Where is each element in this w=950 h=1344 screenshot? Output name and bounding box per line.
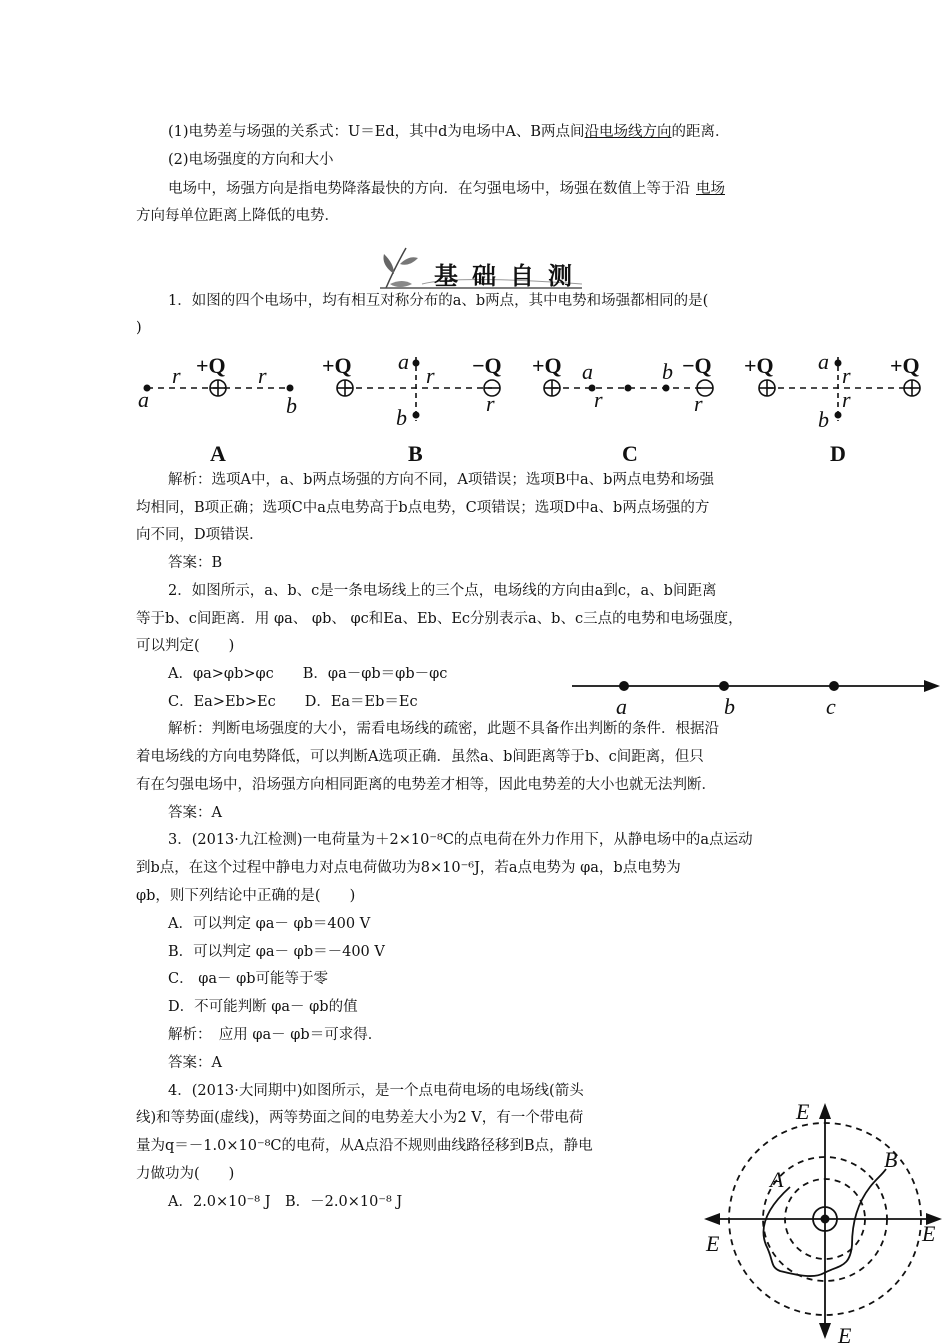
- point-c-label: c: [826, 694, 836, 719]
- q2-analysis-1: 解析：判断电场强度的大小，需看电场线的疏密，此题不具备作出判断的条件．根据沿: [168, 721, 719, 737]
- q1-answer: 答案：B: [168, 555, 223, 571]
- point-a-label: A: [770, 1167, 784, 1192]
- q2-stem-3: 可以判定( ): [136, 638, 235, 654]
- intro-line-1: [168, 122, 730, 142]
- distance-r-label: r: [842, 387, 851, 412]
- q2-options-cd: C．Ea>Eb>Ec D．Ea＝Eb＝Ec: [168, 694, 418, 710]
- intro-line-2: (2)电场强度的方向和大小: [168, 152, 334, 168]
- q3-stem-2: 到b点，在这个过程中静电力对点电荷做功为8×10⁻⁶J，若a点电势为 φa，b点电势为: [136, 860, 681, 876]
- charge-label: +Q: [532, 353, 562, 378]
- option-label-d: D: [830, 441, 846, 466]
- point-b-label: b: [396, 405, 407, 430]
- charge-label: +Q: [744, 353, 774, 378]
- q2-stem-1: 2．如图所示，a、b、c是一条电场线上的三个点，电场线的方向由a到c，a、b间距离: [168, 583, 717, 599]
- distance-r-label: r: [426, 363, 435, 388]
- point-b-label: B: [884, 1147, 898, 1172]
- point-b-label: b: [286, 393, 297, 418]
- q3-stem-3: φb，则下列结论中正确的是( ): [136, 888, 356, 904]
- q4-stem-1: 4．(2013·大同期中)如图所示，是一个点电荷电场的电场线(箭头: [168, 1083, 584, 1099]
- q4-options-ab: A．2.0×10⁻⁸ J B．－2.0×10⁻⁸ J: [168, 1194, 403, 1210]
- q4-stem-3: 量为q＝－1.0×10⁻⁸C的电荷，从A点沿不规则曲线路径移到B点，静电: [136, 1138, 593, 1154]
- q2-field-line-figure: [568, 670, 943, 720]
- q2-analysis-2: 着电场线的方向电势降低，可以判断A选项正确．虽然a、b间距离等于b、c间距离，但只: [136, 749, 704, 765]
- intro-text: (1)电势差与场强的关系式：U＝Ed，其中d为电场中A、B两点间: [168, 124, 585, 140]
- q3-analysis: 解析： 应用 φa－ φb＝可求得．: [168, 1027, 383, 1043]
- q1-analysis-1: 解析：选项A中，a、b两点场强的方向不同，A项错误；选项B中a、b两点电势和场强: [168, 472, 714, 488]
- intro-line-4: 方向每单位距离上降低的电势．: [136, 208, 339, 224]
- q3-option-a: A．可以判定 φa－ φb＝400 V: [168, 916, 371, 932]
- q1-analysis-3: 向不同，D项错误．: [136, 527, 264, 543]
- field-e-label-bottom: E: [838, 1323, 852, 1344]
- option-label-c: C: [622, 441, 638, 466]
- option-label-a: A: [210, 441, 226, 466]
- point-a-label: a: [398, 349, 409, 374]
- distance-r-label: r: [258, 363, 267, 388]
- point-a-label: a: [818, 349, 829, 374]
- point-a-label: a: [582, 359, 593, 384]
- q1-analysis-2: 均相同，B项正确；选项C中a点电势高于b点电势，C项错误；选项D中a、b两点场强的方: [136, 500, 710, 516]
- field-e-label-right: E: [922, 1221, 936, 1246]
- charge-label: −Q: [472, 353, 502, 378]
- distance-r-label: r: [594, 387, 603, 412]
- q4-point-charge-figure: [700, 1095, 945, 1344]
- underlined-term: 沿电场线方向: [584, 124, 672, 140]
- field-e-label-left: E: [706, 1231, 720, 1256]
- intro-text-end: 的距离．: [671, 124, 730, 140]
- charge-label: −Q: [682, 353, 712, 378]
- section-title: 基础自测: [434, 262, 586, 290]
- q1-stem-1: 1．如图的四个电场中，均有相互对称分布的a、b两点，其中电势和场强都相同的是(: [168, 293, 709, 309]
- distance-r-label: r: [694, 391, 703, 416]
- q4-stem-2: 线)和等势面(虚线)，两等势面之间的电势差大小为2 V，有一个带电荷: [136, 1110, 584, 1126]
- q3-option-c: C． φa－ φb可能等于零: [168, 971, 329, 987]
- point-a-label: a: [616, 694, 627, 719]
- q2-options-ab: A．φa>φb>φc B．φa－φb＝φb－φc: [168, 666, 448, 682]
- q2-answer: 答案：A: [168, 805, 222, 821]
- q3-stem-1: 3．(2013·九江检测)一电荷量为＋2×10⁻⁸C的点电荷在外力作用下，从静电场中的a点运动: [168, 832, 753, 848]
- point-a-label: a: [138, 387, 149, 412]
- option-label-b: B: [408, 441, 423, 466]
- q2-stem-2: 等于b、c间距离．用 φa、 φb、 φc和Ea、Eb、Ec分别表示a、b、c三点的电势和电场强度，: [136, 611, 743, 627]
- underlined-term: 电场: [696, 181, 725, 197]
- charge-label: +Q: [890, 353, 920, 378]
- q3-option-b: B．可以判定 φa－ φb＝－400 V: [168, 944, 385, 960]
- q4-stem-4: 力做功为( ): [136, 1166, 235, 1182]
- point-b-label: b: [724, 694, 735, 719]
- distance-r-label: r: [842, 363, 851, 388]
- intro-text: 电场中，场强方向是指电势降落最快的方向．在匀强电场中，场强在数值上等于沿: [168, 181, 690, 197]
- q1-figure: [130, 345, 940, 470]
- point-b-label: b: [662, 359, 673, 384]
- intro-line-3: [168, 179, 725, 199]
- q1-stem-2: ): [136, 320, 142, 336]
- q3-answer: 答案：A: [168, 1055, 222, 1071]
- q3-option-d: D．不可能判断 φa－ φb的值: [168, 999, 358, 1015]
- distance-r-label: r: [486, 391, 495, 416]
- charge-label: +Q: [322, 353, 352, 378]
- q2-analysis-3: 有在匀强电场中，沿场强方向相同距离的电势差才相等，因此电势差的大小也就无法判断．: [136, 777, 716, 793]
- charge-label: +Q: [196, 353, 226, 378]
- field-e-label-top: E: [796, 1099, 810, 1124]
- point-b-label: b: [818, 407, 829, 432]
- distance-r-label: r: [172, 363, 181, 388]
